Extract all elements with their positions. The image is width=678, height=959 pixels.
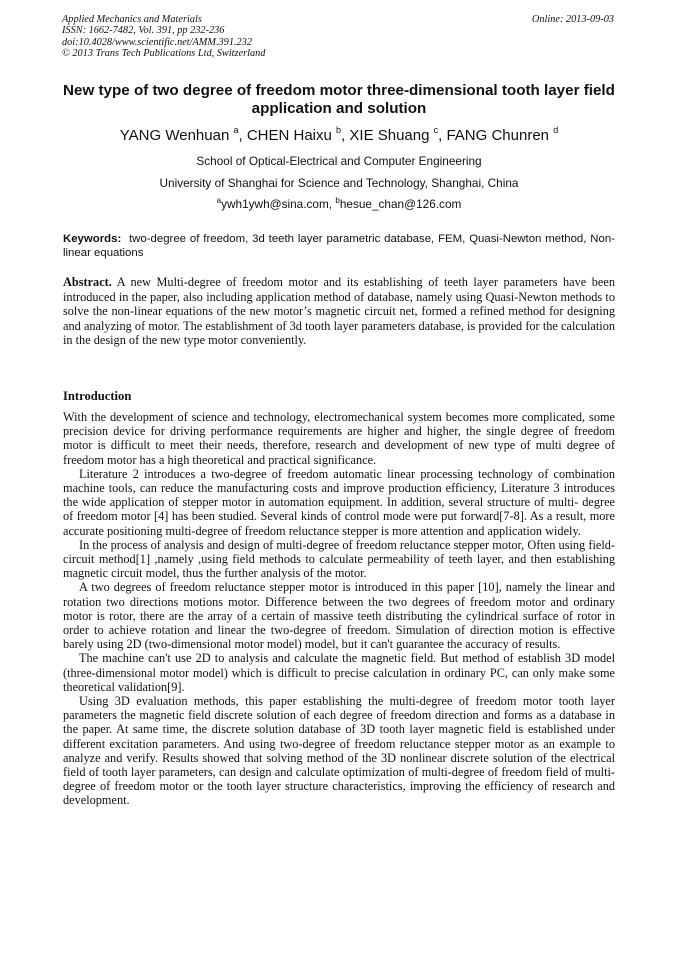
introduction-body: [63, 410, 615, 808]
email-address: ywh1ywh@sina.com,: [221, 197, 333, 211]
author-name: XIE Shuang: [349, 127, 430, 144]
paragraph: Literature 2 introduces a two-degree of freedom automatic linear processing technology of combination machine tools, can reduce the manufacturing costs and improve production efficiency, Literature 3 introduces the wide application of stepper motor in automation equipment. In addition, several structure of multi- degree of freedom motor [4] has been studied. Several kinds of control mode were put forward[7-8]. As a result, more accurate positioning multi-degree of freedom reluctance stepper is more attention and application widely.: [63, 466, 615, 538]
section-heading: Introduction: [63, 389, 132, 403]
paragraph: The machine can't use 2D to analysis and calculate the magnetic field. But method of establish 3D model (three-dimensional motor model) which is difficult to precise calculation in ordinary PC, can only make some theoretical validation[9].: [63, 651, 615, 694]
affiliation-emails: [30, 197, 648, 211]
author-sup: d: [553, 125, 559, 135]
online-date: Online: 2013-09-03: [531, 14, 614, 25]
author-sup: b: [336, 125, 342, 135]
journal-header: [62, 14, 265, 60]
author-name: YANG Wenhuan: [119, 127, 230, 144]
author-name: CHEN Haixu: [246, 127, 332, 144]
keywords-label: Keywords:: [63, 233, 122, 245]
issn-line: ISSN: 1662-7482, Vol. 391, pp 232-236: [62, 25, 225, 37]
email-address: hesue_chan@126.com: [339, 197, 462, 211]
abstract-label: Abstract.: [63, 275, 112, 289]
affiliation-university: University of Shanghai for Science and Technology, Shanghai, China: [159, 176, 519, 190]
keywords-text: two-degree of freedom, 3d teeth layer parametric database, FEM, Quasi-Newton method, Non-linear equations: [63, 233, 615, 259]
author-sup: c: [433, 125, 439, 135]
email-sup: b: [335, 196, 340, 205]
journal-name: Applied Mechanics and Materials: [62, 14, 202, 25]
affiliation-school: School of Optical-Electrical and Computer Engineering: [196, 154, 482, 168]
paper-title: New type of two degree of freedom motor three-dimensional tooth layer field application and solution: [63, 82, 615, 117]
paragraph: In the process of analysis and design of multi-degree of freedom reluctance stepper motor, Often using field-circuit method[1] ,namely ,using field methods to calculate permeability of teeth layer, and then establishing magnetic circuit model, thus the further analysis of the motor.: [63, 537, 615, 581]
author-sup: a: [233, 125, 239, 135]
paragraph: A two degrees of freedom reluctance stepper motor is introduced in this paper [10], namely the linear and rotation two directions motions motor. Difference between the two degrees of freedom motor and ordinary motor is rotor, there are the array of a certain of massive teeth distributing the cylindrical surface of rotor in order to achieve rotation and linear the two-degree of freedom. Simulation of direction motion is effective barely using 2D (two-dimensional motor model) model, but it can't guarantee the accuracy of results.: [63, 580, 615, 652]
abstract-text: A new Multi-degree of freedom motor and its establishing of teeth layer parameters have been introduced in the paper, also including application method of database, namely using Quasi-Newton methods to solve the non-linear equations of the new motor’s magnetic circuit net, formed a refined method for designing and analyzing of motor. The establishment of 3d tooth layer parameters database, is provided for the calculation in the design of the new type motor conveniently.: [63, 275, 615, 348]
paragraph: With the development of science and technology, electromechanical system becomes more complicated, some precision device for driving performance requirements are higher and higher, the single degree of freedom motor is difficult to meet their needs, therefore, research and development of new type of multi degree of freedom motor has a high theoretical and practical significance.: [63, 410, 615, 467]
copyright-line: © 2013 Trans Tech Publications Ltd, Switzerland: [62, 48, 266, 60]
paragraph: Using 3D evaluation methods, this paper establishing the multi-degree of freedom motor tooth layer parameters the magnetic field discrete solution of each degree of freedom direction and forms as a database in the paper. At same time, the discrete solution database of 3D tooth layer magnetic field is established under different excitation parameters. And using two-degree of freedom reluctance stepper motor as an example to analyze and verify. Results showed that solving method of the 3D nonlinear discrete solution of the electrical field of tooth layer parameters, can design and calculate optimization of multi-degree of freedom field of multi-degree of freedom motor or the tooth layer structure characteristics, improving the efficiency of research and development.: [63, 694, 615, 808]
keywords-block: [63, 232, 615, 260]
author-list: YANG Wenhuan $^a$, CHEN Haixu $^b$, XIE Shuang $^c$, FANG Chunren $^d$: [119, 125, 559, 144]
email-sup: a: [216, 196, 222, 205]
abstract-block: [63, 275, 615, 348]
doi-line: doi:10.4028/www.scientific.net/AMM.391.232: [62, 36, 252, 48]
author-name: FANG Chunren: [446, 127, 550, 144]
